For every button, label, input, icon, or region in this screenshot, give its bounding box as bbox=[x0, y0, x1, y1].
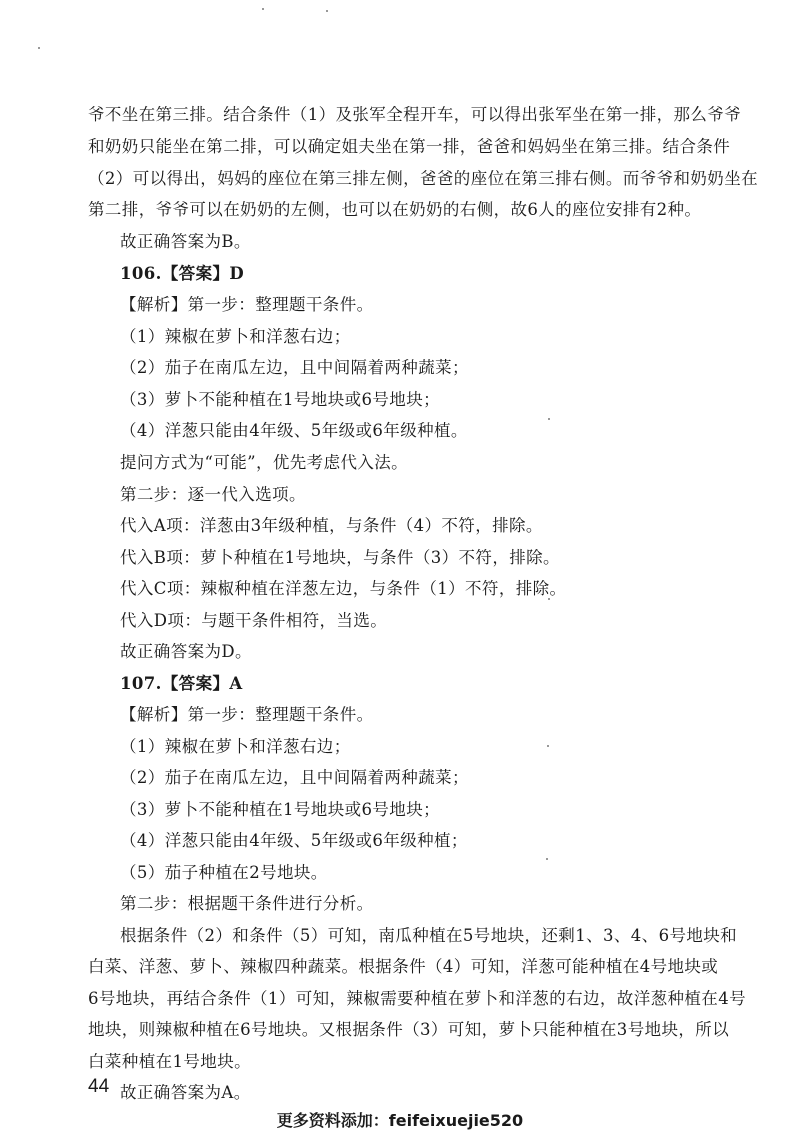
footer-watermark: 更多资料添加：feifeixuejie520 bbox=[276, 1111, 524, 1130]
condition-line: （3）萝卜不能种植在1号地块或6号地块； bbox=[120, 390, 440, 409]
text-line: 和奶奶只能坐在第二排，可以确定姐夫坐在第一排，爸爸和妈妈坐在第三排。结合条件 bbox=[88, 137, 731, 156]
page-number: 44 bbox=[88, 1076, 110, 1097]
condition-line: （1）辣椒在萝卜和洋葱右边； bbox=[120, 737, 351, 756]
scan-speck bbox=[38, 47, 40, 49]
text-line: 白菜、洋葱、萝卜、辣椒四种蔬菜。根据条件（4）可知，洋葱可能种植在4号地块或 bbox=[88, 957, 719, 976]
option-line: 代入A项：洋葱由3年级种植，与条件（4）不符，排除。 bbox=[120, 516, 543, 535]
text-line: 提问方式为“可能”，优先考虑代入法。 bbox=[120, 453, 409, 472]
scan-speck bbox=[548, 598, 550, 600]
option-line: 代入B项：萝卜种植在1号地块，与条件（3）不符，排除。 bbox=[120, 548, 560, 567]
condition-line: （5）茄子种植在2号地块。 bbox=[120, 863, 328, 882]
scan-speck bbox=[546, 858, 548, 860]
step-heading: 第二步：根据题干条件进行分析。 bbox=[120, 894, 374, 913]
step-heading: 第二步：逐一代入选项。 bbox=[120, 485, 306, 504]
text-line: 爷不坐在第三排。结合条件（1）及张军全程开车，可以得出张军坐在第一排，那么爷爷 bbox=[88, 105, 742, 124]
text-line: 地块，则辣椒种植在6号地块。又根据条件（3）可知，萝卜只能种植在3号地块，所以 bbox=[88, 1020, 730, 1039]
condition-line: （1）辣椒在萝卜和洋葱右边； bbox=[120, 327, 351, 346]
analysis-heading: 【解析】第一步：整理题干条件。 bbox=[120, 295, 374, 314]
condition-line: （2）茄子在南瓜左边，且中间隔着两种蔬菜； bbox=[120, 768, 469, 787]
scan-speck bbox=[326, 10, 328, 12]
condition-line: （4）洋葱只能由4年级、5年级或6年级种植； bbox=[120, 831, 468, 850]
condition-line: （3）萝卜不能种植在1号地块或6号地块； bbox=[120, 800, 440, 819]
text-line: 6号地块，再结合条件（1）可知，辣椒需要种植在萝卜和洋葱的右边，故洋葱种植在4号 bbox=[88, 989, 746, 1008]
scan-speck bbox=[547, 745, 549, 747]
option-line: 代入C项：辣椒种植在洋葱左边，与条件（1）不符，排除。 bbox=[120, 579, 567, 598]
question-answer-heading: 106.【答案】D bbox=[120, 264, 245, 283]
scan-speck bbox=[548, 418, 550, 420]
text-line: 根据条件（2）和条件（5）可知，南瓜种植在5号地块，还剩1、3、4、6号地块和 bbox=[120, 926, 738, 945]
analysis-heading: 【解析】第一步：整理题干条件。 bbox=[120, 705, 374, 724]
answer-conclusion: 故正确答案为B。 bbox=[120, 232, 251, 251]
option-line: 代入D项：与题干条件相符，当选。 bbox=[120, 611, 388, 630]
condition-line: （2）茄子在南瓜左边，且中间隔着两种蔬菜； bbox=[120, 358, 469, 377]
answer-conclusion: 故正确答案为A。 bbox=[120, 1083, 251, 1102]
condition-line: （4）洋葱只能由4年级、5年级或6年级种植。 bbox=[120, 421, 468, 440]
answer-conclusion: 故正确答案为D。 bbox=[120, 642, 252, 661]
text-line: 白菜种植在1号地块。 bbox=[88, 1052, 251, 1071]
text-line: （2）可以得出，妈妈的座位在第三排左侧，爸爸的座位在第三排右侧。而爷爷和奶奶坐在 bbox=[88, 169, 758, 188]
scan-speck bbox=[262, 8, 264, 10]
text-line: 第二排，爷爷可以在奶奶的左侧，也可以在奶奶的右侧，故6人的座位安排有2种。 bbox=[88, 200, 702, 219]
question-answer-heading: 107.【答案】A bbox=[120, 674, 243, 693]
